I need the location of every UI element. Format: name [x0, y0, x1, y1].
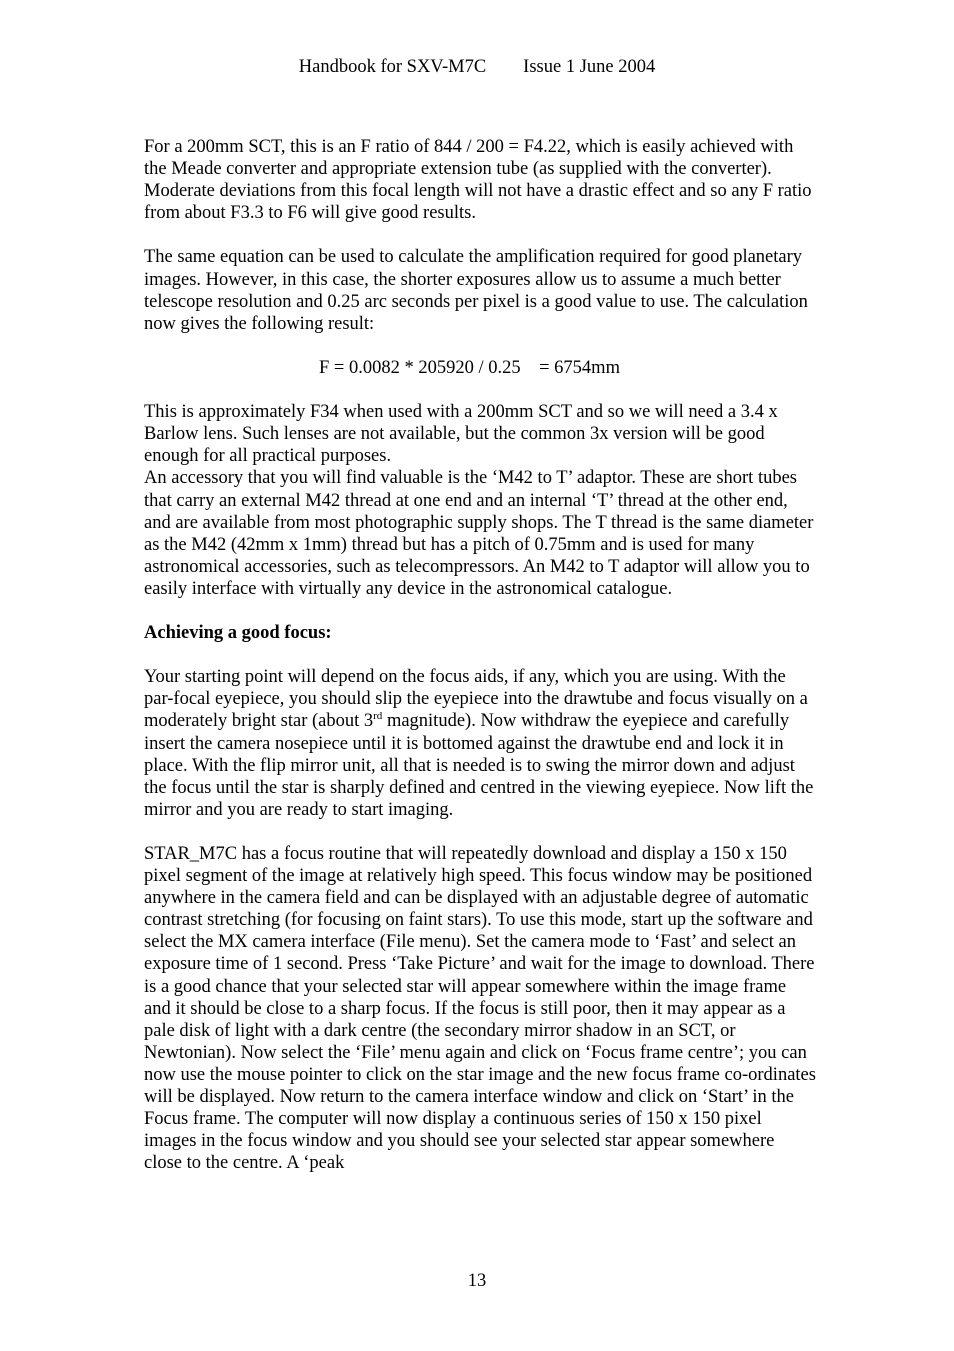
- page-header: [0, 56, 954, 78]
- equation: [144, 357, 816, 379]
- paragraph-adaptor: An accessory that you will find valuable is the ‘M42 to T’ adaptor. These are short tubes that carry an external M42 thread at one end and an internal ‘T’ thread at the other end, and are available from most photographic supply shops. The T thread is the same diameter as the M42 (42mm x 1mm) thread but has a pitch of 0.75mm and is used for many astronomical accessories, such as telecompressors. An M42 to T adaptor will allow you to easily interface with virtually any device in the astronomical catalogue.: [144, 468, 814, 599]
- equation-spacer: [521, 358, 540, 378]
- header-issue: Issue 1 June 2004: [523, 57, 656, 77]
- paragraph-gap: [144, 335, 816, 357]
- paragraph-starting-point-text-2: magnitude). Now withdraw the eyepiece and carefully insert the camera nosepiece until it is bottomed against the drawtube end and lock it in place. With the flip mirror unit, all that is needed is to swing the mirror down and adjust the focus until the star is sharply defined and centred in the viewing eyepiece. Now lift the mirror and you are ready to start imaging.: [144, 711, 814, 820]
- paragraph-starting-point: [144, 666, 816, 821]
- paragraph-barlow: This is approximately F34 when used with a 200mm SCT and so we will need a 3.4 x Barlow lens. Such lenses are not available, but the common 3x version will be good enough for all practical purposes.: [144, 402, 778, 467]
- superscript-rd: rd: [373, 710, 383, 723]
- paragraph-starting-point-text-1: Your starting point will depend on the focus aids, if any, which you are using. With the par-focal eyepiece, you should slip the eyepiece into the drawtube and focus visually on a moderately bright star (about 3: [144, 667, 808, 732]
- paragraph-focus-routine: STAR_M7C has a focus routine that will repeatedly download and display a 150 x 150 pixel segment of the image at relatively high speed. This focus window may be positioned anywhere in the camera field and can be displayed with an adjustable degree of automatic contrast stretching (for focusing on faint stars). To use this mode, start up the software and select the MX camera interface (File menu). Set the camera mode to ‘Fast’ and select an exposure time of 1 second. Press ‘Take Picture’ and wait for the image to download. There is a good chance that your selected star will appear somewhere within the image frame and it should be close to a sharp focus. If the focus is still poor, then it may appear as a pale disk of light with a dark centre (the secondary mirror shadow in an SCT, or Newtonian). Now select the ‘File’ menu again and click on ‘Focus frame centre’; you can now use the mouse pointer to click on the star image and the new focus frame co-ordinates will be displayed. Now return to the camera interface window and click on ‘Start’ in the Focus frame. The computer will now display a continuous series of 150 x 150 pixel images in the focus window and you should see your selected star appear somewhere close to the centre. A ‘peak: [144, 844, 816, 1174]
- equation-lhs: F = 0.0082 * 205920 / 0.25: [319, 357, 521, 378]
- paragraph-f-ratio: For a 200mm SCT, this is an F ratio of 844 / 200 = F4.22, which is easily achieved with the Meade converter and appropriate extension tube (as supplied with the converter). Moderate deviations from this focal length will not have a drastic effect and so any F ratio from about F3.3 to F6 will give good results.: [144, 137, 812, 224]
- header-title: Handbook for SXV-M7C: [298, 57, 487, 77]
- paragraph-gap: [144, 821, 816, 843]
- header-spacer: [486, 57, 523, 77]
- paragraph-gap: [144, 224, 816, 246]
- document-body: [144, 136, 816, 1174]
- page-number: 13: [467, 1271, 487, 1291]
- paragraph-gap: [144, 600, 816, 622]
- equation-rhs: = 6754mm: [539, 357, 620, 378]
- paragraph-planetary: The same equation can be used to calculate the amplification required for good planetary images. However, in this case, the shorter exposures allow us to assume a much better telescope resolution and 0.25 arc seconds per pixel is a good value to use. The calculation now gives the following result:: [144, 247, 808, 334]
- paragraph-gap: [144, 379, 816, 401]
- section-heading: Achieving a good focus:: [144, 623, 332, 644]
- paragraph-gap: [144, 644, 816, 666]
